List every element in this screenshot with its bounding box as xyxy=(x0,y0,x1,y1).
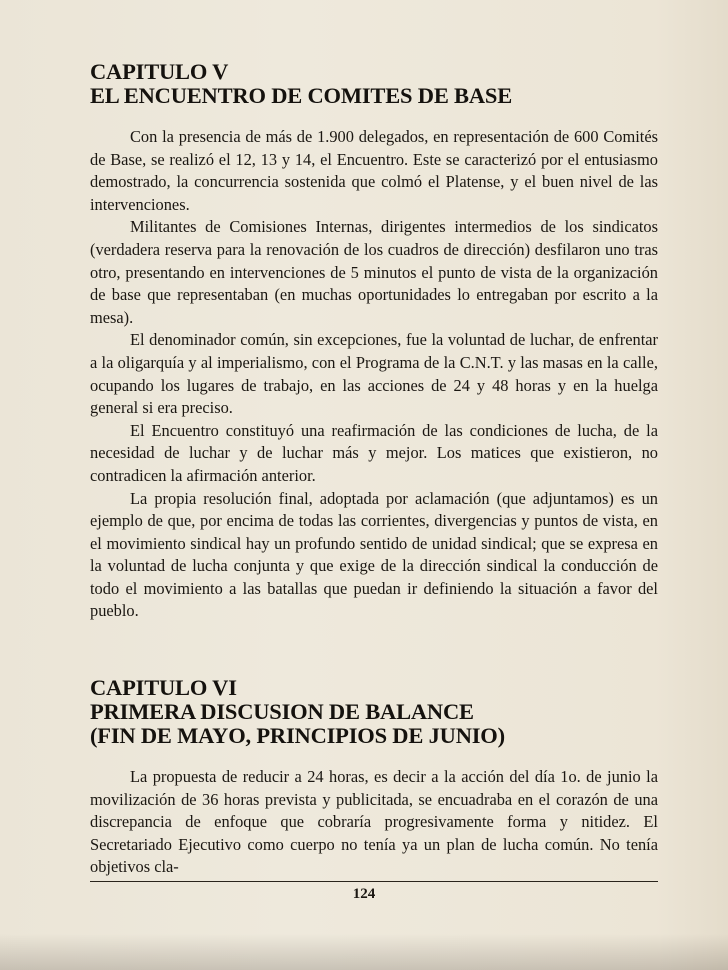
footer-rule xyxy=(90,881,658,882)
chapter-6-number: CAPITULO VI xyxy=(90,675,237,700)
paragraph: Militantes de Comisiones Internas, dirigentes intermedios de los sindicatos (verdadera reserva para la renovación de los cuadros de dirección) desfilaron uno tras otro, presentando en intervenciones de 5 minutos el punto de vista de la organización de base que representaban (en muchas oportunidades lo entregaban por escrito a la mesa). xyxy=(90,217,658,327)
paragraph: La propia resolución final, adoptada por aclamación (que adjuntamos) es un ejemplo de que, por encima de todas las corrientes, divergencias y puntos de vista, en el movimiento sindical hay un profundo sentido de unidad sindical; que se expresa en la voluntad de lucha conjunta y que exige de la dirección sindical la conducción de todo el movimiento a las batallas que puedan ir definiendo la situación a favor del pueblo. xyxy=(90,488,658,621)
chapter-5-number: CAPITULO V xyxy=(90,59,229,84)
paragraph: El Encuentro constituyó una reafirmación de las condiciones de lucha, de la necesidad de luchar y de luchar más y mejor. Los matices que existieron, no contradicen la afirmación anterior. xyxy=(90,420,658,485)
chapter-6-title-line-2: (FIN DE MAYO, PRINCIPIOS DE JUNIO) xyxy=(90,723,505,748)
paragraph: Con la presencia de más de 1.900 delegados, en representación de 600 Comités de Base, se realizó el 12, 13 y 14, el Encuentro. Este se caracterizó por el entusiasmo demostrado, la concurrencia sostenida que colmó el Platense, y el buen nivel de las intervenciones. xyxy=(90,127,658,214)
chapter-5-body xyxy=(90,126,658,623)
chapter-5-heading xyxy=(90,60,658,108)
chapter-6-body xyxy=(90,766,658,879)
chapter-6-heading xyxy=(90,676,658,748)
paragraph: La propuesta de reducir a 24 horas, es decir a la acción del día 1o. de junio la movilización de 36 horas prevista y publicitada, se encuadraba en el corazón de una discrepancia de enfoque que cobraría progresivamente forma y nitidez. El Secretariado Ejecutivo como cuerpo no tenía ya un plan de lucha común. No tenía objetivos cla- xyxy=(90,767,658,877)
chapter-5-title: EL ENCUENTRO DE COMITES DE BASE xyxy=(90,83,513,108)
paragraph: El denominador común, sin excepciones, fue la voluntad de luchar, de enfrentar a la oligarquía y al imperialismo, con el Programa de la C.N.T. y las masas en la calle, ocupando los lugares de trabajo, en las acciones de 24 y 48 horas y en la huelga general si era preciso. xyxy=(90,330,658,418)
chapter-6-title-line-1: PRIMERA DISCUSION DE BALANCE xyxy=(90,699,474,724)
page-number: 124 xyxy=(352,886,376,902)
